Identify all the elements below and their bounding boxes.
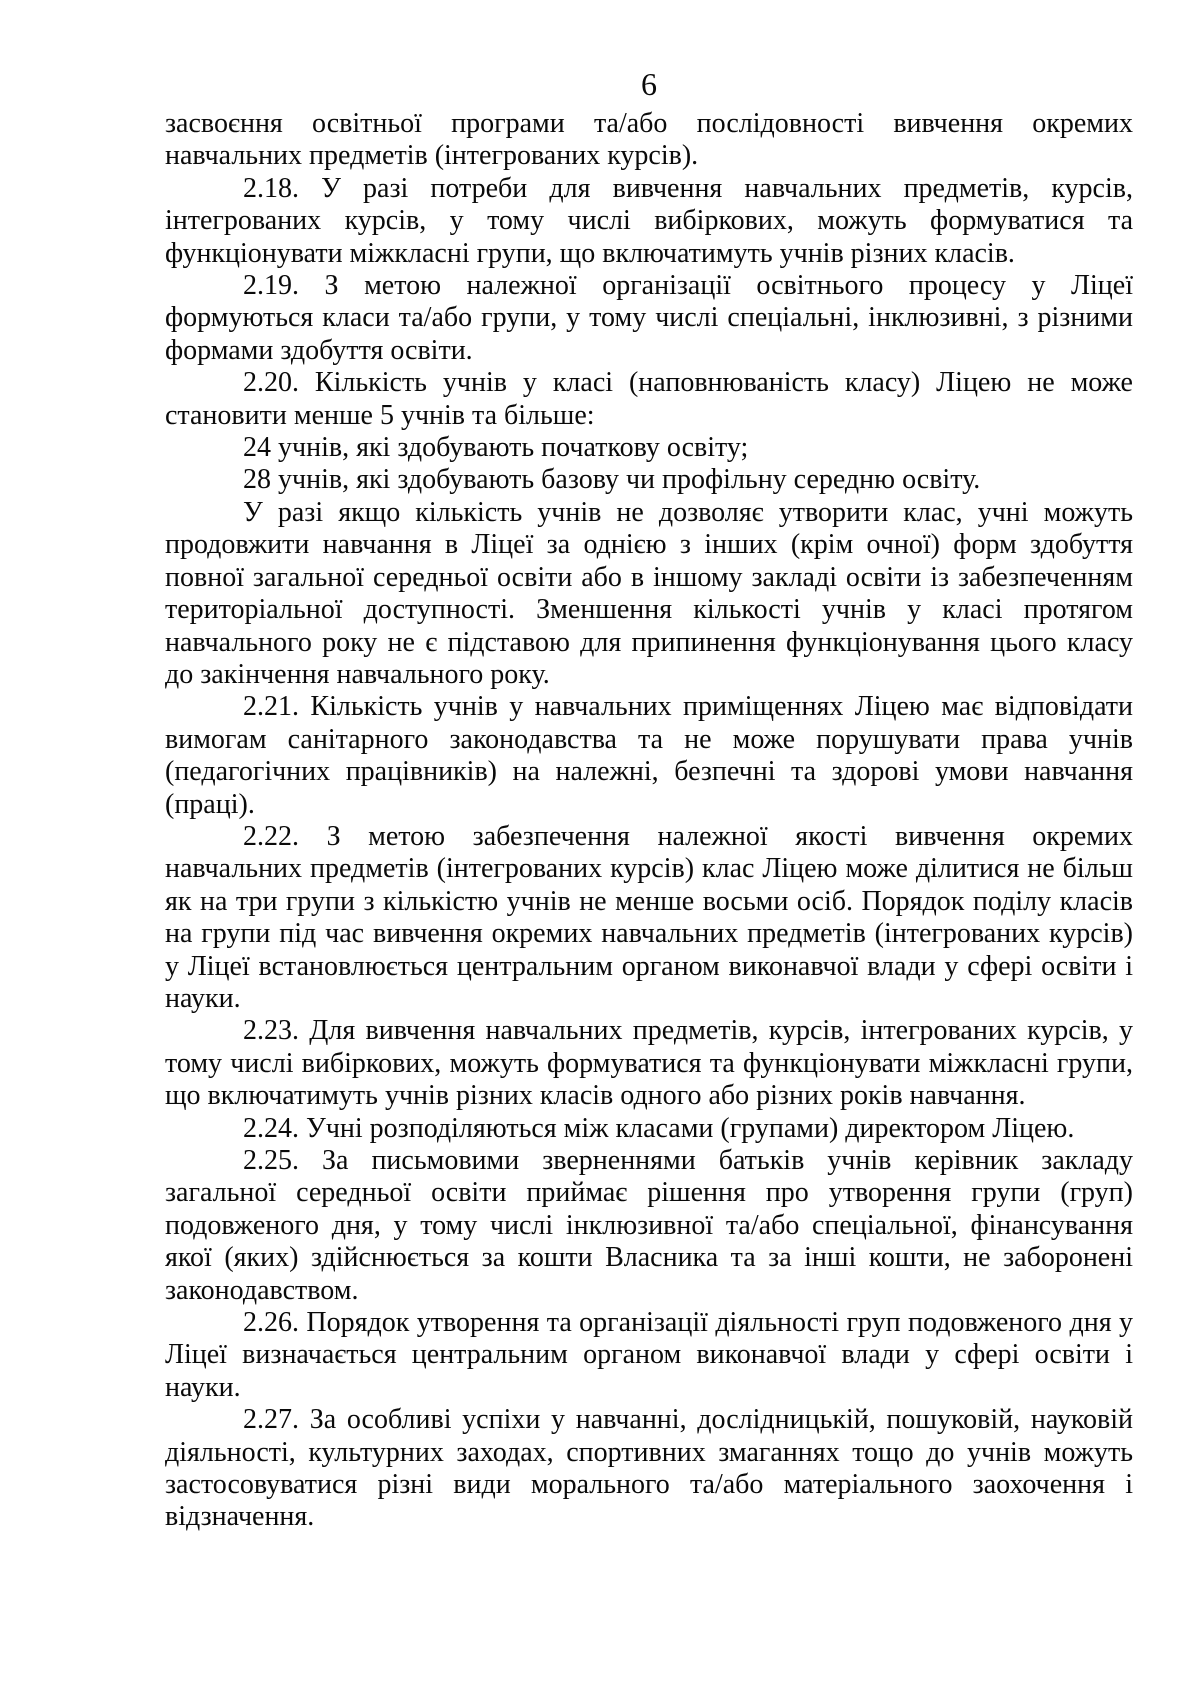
paragraph: засвоєння освітньої програми та/або послідовності вивчення окремих навчальних предметів (інтегрованих курсів). (165, 108, 1133, 172)
paragraph: 2.22. З метою забезпечення належної якості вивчення окремих навчальних предметів (інтегрованих курсів) клас Ліцею може ділитися не більш як на три групи з кількістю учнів не менше восьми осіб. Порядок поділу класів на групи під час вивчення окремих навчальних предметів (інтегрованих курсів) у Ліцеї встановлюється центральним органом виконавчої влади у сфері освіти і науки. (165, 820, 1133, 1014)
paragraph: 2.23. Для вивчення навчальних предметів, курсів, інтегрованих курсів, у тому числі вибіркових, можуть формуватися та функціонувати міжкласні групи, що включатимуть учнів різних класів одного або різних років навчання. (165, 1015, 1133, 1112)
paragraph: 2.25. За письмовими зверненнями батьків учнів керівник закладу загальної середньої освіти приймає рішення про утворення групи (груп) подовженого дня, у тому числі інклюзивної та/або спеціальної, фінансування якої (яких) здійснюється за кошти Власника та за інші кошти, не заборонені законодавством. (165, 1145, 1133, 1306)
paragraph: 2.20. Кількість учнів у класі (наповнюваність класу) Ліцею не може становити менше 5 учнів та більше: (165, 367, 1133, 431)
paragraph: У разі якщо кількість учнів не дозволяє утворити клас, учні можуть продовжити навчання в Ліцеї за однією з інших (крім очної) форм здобуття повної загальної середньої освіти або в іншому закладі освіти із забезпеченням територіальної доступності. Зменшення кількості учнів у класі протягом навчального року не є підставою для припинення функціонування цього класу до закінчення навчального року. (165, 496, 1133, 690)
page-number: 6 (641, 66, 657, 102)
paragraph: 2.24. Учні розподіляються між класами (групами) директором Ліцею. (243, 1112, 1075, 1144)
paragraph: 2.18. У разі потреби для вивчення навчальних предметів, курсів, інтегрованих курсів, у тому числі вибіркових, можуть формуватися та функціонувати міжкласні групи, що включатимуть учнів різних класів. (165, 172, 1133, 269)
paragraph: 2.19. З метою належної організації освітнього процесу у Ліцеї формуються класи та/або групи, у тому числі спеціальні, інклюзивні, з різними формами здобуття освіти. (165, 270, 1133, 366)
paragraph: 2.27. За особливі успіхи у навчанні, дослідницькій, пошуковій, науковій діяльності, культурних заходах, спортивних змаганнях тощо до учнів можуть застосовуватися різні види морального та/або матеріального заохочення і відзначення. (165, 1404, 1133, 1533)
paragraph: 24 учнів, які здобувають початкову освіту; (243, 432, 749, 464)
paragraph: 2.21. Кількість учнів у навчальних приміщеннях Ліцею має відповідати вимогам санітарного законодавства та не може порушувати права учнів (педагогічних працівників) на належні, безпечні та здорові умови навчання (праці). (165, 691, 1133, 820)
paragraph: 28 учнів, які здобувають базову чи профільну середню освіту. (243, 464, 981, 496)
document-body (165, 108, 1133, 1534)
paragraph: 2.26. Порядок утворення та організації діяльності груп подовженого дня у Ліцеї визначається центральним органом виконавчої влади у сфері освіти і науки. (165, 1307, 1133, 1403)
